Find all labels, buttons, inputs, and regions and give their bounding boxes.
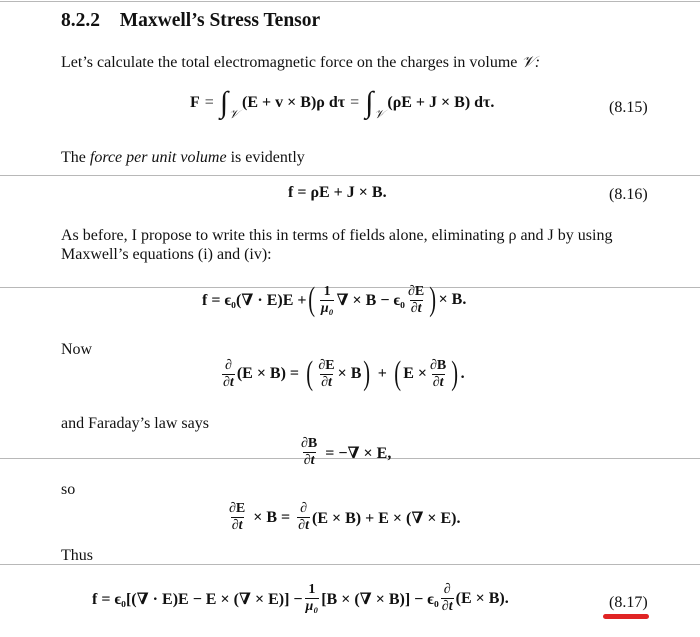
equation-8-17: f = ϵ₀[(∇ · E)E − E × (∇ × E)] − $\frac{1}{\text{μ₀}}$ [B × (∇ × B)] − ϵ₀ $\frac{\partial}{\partial t}$ (E × B). xyxy=(92,582,509,614)
section-heading xyxy=(61,10,320,32)
fraction: $\frac{\partial}{\partial t}$ xyxy=(441,582,453,614)
fraction: $\frac{\partial E}{\partial t}$ xyxy=(318,357,335,390)
red-underline-mark xyxy=(603,614,649,619)
fraction: $\frac{\partial}{\partial t}$ xyxy=(223,357,234,390)
fraction: $\frac{1}{\text{μ₀}}$ xyxy=(305,582,319,614)
intro-paragraph: Let’s calculate the total electromagnetic force on the charges in volume 𝒱: xyxy=(61,54,541,71)
label-now: Now xyxy=(61,341,93,358)
paragraph-2-line-1: As before, I propose to write this in terms of fields alone, eliminating ρ and J by using xyxy=(61,227,613,244)
rule-1 xyxy=(0,175,700,176)
fraction: $\frac{1}{\text{μ₀}}$ xyxy=(320,283,334,316)
section-title: Maxwell’s Stress Tensor xyxy=(119,10,321,31)
fraction: $\frac{\partial E}{\partial t}$ xyxy=(407,283,425,316)
label-thus: Thus xyxy=(61,547,93,564)
fraction: $\frac{\partial B}{\partial t}$ xyxy=(430,357,447,390)
fraction: $\frac{\partial}{\partial t}$ xyxy=(298,501,309,533)
integral-sign: ∫ xyxy=(219,86,229,119)
label-so: so xyxy=(61,481,76,498)
paragraph-2-line-2: Maxwell’s equations (i) and (iv): xyxy=(61,246,272,263)
label-faraday: and Faraday’s law says xyxy=(61,415,209,432)
equation-f-fields: f = ϵ₀(∇ · E)E + ( $\frac{1}{\text{μ₀}}$ ∇ × B − ϵ₀ $\frac{\partial E}{\partial t}$ ) × B. xyxy=(202,281,467,318)
fraction: $\frac{\partial E}{\partial t}$ xyxy=(229,501,246,533)
force-text: The force per unit volume is evidently xyxy=(61,149,305,166)
equation-number: (8.16) xyxy=(609,186,648,203)
equation-number: (8.15) xyxy=(609,99,648,116)
fraction: $\frac{\partial B}{\partial t}$ xyxy=(301,436,318,468)
top-rule xyxy=(0,1,700,2)
section-number: 8.2.2 xyxy=(61,10,100,31)
equation-8-16: f = ρE + J × B. xyxy=(288,184,387,201)
volume-symbol: 𝒱: xyxy=(521,54,541,71)
equation-number: (8.17) xyxy=(609,594,648,611)
equation-now: $\frac{\partial}{\partial t}$ (E × B) = ( $\frac{\partial E}{\partial t}$ × B ) + ( E × $\frac{\partial B}{\partial t}$ ) . xyxy=(223,355,465,392)
rule-4 xyxy=(0,564,700,565)
equation-so: $\frac{\partial E}{\partial t}$ × B = $\frac{\partial}{\partial t}$ (E × B) + E × (∇ × E). xyxy=(229,501,461,533)
integral-sign: ∫ xyxy=(365,86,374,119)
equation-faraday: $\frac{\partial B}{\partial t}$ = −∇ × E, xyxy=(301,436,392,468)
equation-8-15: F = ∫ 𝒱 (E + v × B)ρ dτ = ∫ 𝒱 (ρE + J × B) dτ. xyxy=(190,86,495,121)
